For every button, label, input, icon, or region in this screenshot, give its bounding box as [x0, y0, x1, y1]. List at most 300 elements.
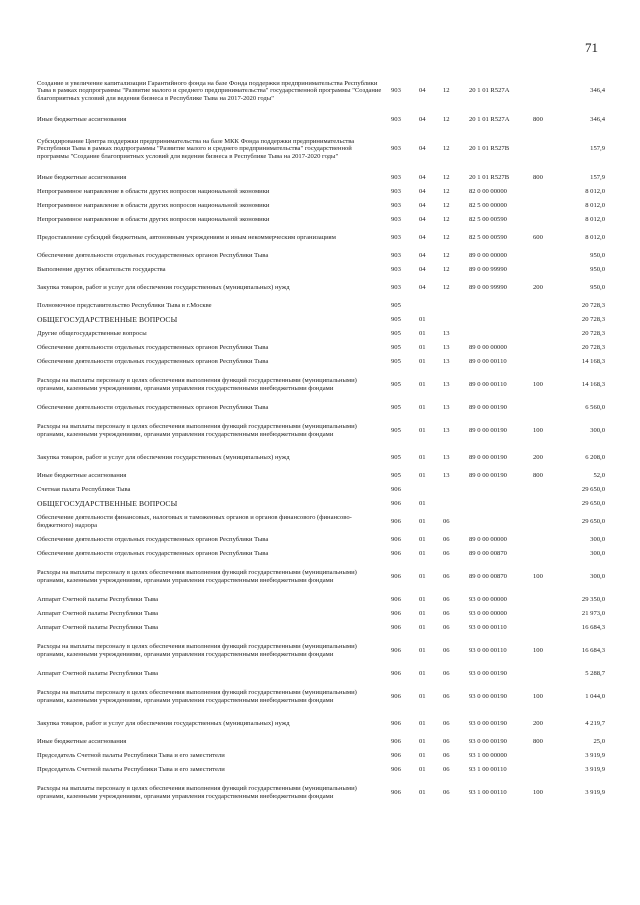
expense-type-code — [533, 749, 559, 763]
ministry-code: 906 — [391, 550, 401, 558]
amount-value: 300,0 — [590, 573, 605, 581]
row-name: Непрограммное направление в области других вопросов национальной экономики — [37, 216, 270, 224]
row-name: Закупка товаров, работ и услуг для обеспечения государственных (муниципальных) нужд — [37, 720, 290, 728]
amount-value: 29 650,0 — [581, 500, 605, 508]
subsection-code: 13 — [443, 330, 450, 338]
table-row — [37, 635, 605, 667]
section-code: 04 — [419, 234, 426, 242]
ministry-code: 903 — [391, 145, 401, 153]
amount-value: 25,0 — [593, 738, 605, 746]
section-code: 01 — [419, 518, 426, 526]
row-name: Аппарат Счетной палаты Республики Тыва — [37, 610, 159, 618]
table-row — [37, 561, 605, 593]
table-row — [37, 113, 605, 127]
table-row — [37, 327, 605, 341]
table-row — [37, 713, 605, 735]
expense-type-code — [533, 621, 559, 635]
section-code: 04 — [419, 87, 426, 95]
ministry-code: 903 — [391, 266, 401, 274]
target-article-code: 93 0 00 00190 — [469, 738, 507, 746]
amount-value: 6 560,0 — [585, 404, 605, 412]
section-code: 04 — [419, 284, 426, 292]
amount-value: 346,4 — [590, 87, 605, 95]
row-name: Расходы на выплаты персоналу в целях обеспечения выполнения функций государственными (муниципальными) органами, казенными учреждениями, органами управления государственными внебюджетными фондами — [37, 785, 357, 800]
amount-value: 3 919,9 — [585, 789, 605, 797]
section-code: 04 — [419, 116, 426, 124]
row-name: Обеспечение деятельности отдельных государственных органов Республики Тыва — [37, 344, 269, 352]
expense-type-code — [533, 511, 559, 533]
expense-type-code — [533, 69, 559, 113]
target-article-code: 93 0 00 00110 — [469, 647, 507, 655]
table-row — [37, 497, 605, 511]
target-article-code: 93 1 00 00110 — [469, 766, 507, 774]
ministry-code: 905 — [391, 302, 401, 310]
ministry-code: 903 — [391, 234, 401, 242]
section-code: 01 — [419, 720, 426, 728]
ministry-code: 906 — [391, 752, 401, 760]
target-article-code: 82 5 00 00000 — [469, 202, 507, 210]
subsection-code: 13 — [443, 381, 450, 389]
table-row — [37, 621, 605, 635]
ministry-code: 906 — [391, 738, 401, 746]
section-code: 04 — [419, 188, 426, 196]
amount-value: 8 012,0 — [585, 216, 605, 224]
ministry-code: 903 — [391, 202, 401, 210]
subsection-code: 06 — [443, 550, 450, 558]
table-row — [37, 401, 605, 415]
expense-type-code — [533, 593, 559, 607]
subsection-code: 06 — [443, 670, 450, 678]
amount-value: 8 012,0 — [585, 234, 605, 242]
expense-type-code: 100 — [533, 573, 543, 581]
row-name: Аппарат Счетной палаты Республики Тыва — [37, 624, 159, 632]
section-code: 04 — [419, 216, 426, 224]
target-article-code: 89 0 00 00110 — [469, 358, 507, 366]
row-name: Субсидирование Центра поддержки предпринимательства на базе МКК Фонда поддержки предпринимательства Республики Тыва в рамках подпрограммы "Развитие малого и среднего предпринимательства" государственной программы "Создание благоприятных условий для ведения бизнеса в Республике Тыва на 2017-2020 годы" — [37, 137, 355, 160]
expense-type-code — [533, 401, 559, 415]
section-code: 04 — [419, 202, 426, 210]
expense-type-code — [533, 249, 559, 263]
expense-type-code — [533, 355, 559, 369]
section-code: 01 — [419, 472, 426, 480]
section-code: 01 — [419, 316, 426, 324]
target-article-code: 93 0 00 00190 — [469, 720, 507, 728]
ministry-code: 903 — [391, 216, 401, 224]
subsection-code: 06 — [443, 738, 450, 746]
target-article-code: 82 5 00 00590 — [469, 216, 507, 224]
table-row — [37, 735, 605, 749]
table-row — [37, 171, 605, 185]
table-row — [37, 355, 605, 369]
table-row — [37, 547, 605, 561]
target-article-code — [469, 511, 533, 533]
amount-value: 950,0 — [590, 266, 605, 274]
subsection-code: 13 — [443, 404, 450, 412]
expense-type-code — [533, 547, 559, 561]
expense-type-code: 600 — [533, 234, 543, 242]
expense-type-code: 100 — [533, 427, 543, 435]
amount-value: 300,0 — [590, 536, 605, 544]
subsection-code: 06 — [443, 624, 450, 632]
subsection-code — [443, 313, 469, 327]
expense-type-code — [533, 127, 559, 171]
ministry-code: 906 — [391, 610, 401, 618]
amount-value: 52,0 — [593, 472, 605, 480]
amount-value: 21 973,0 — [581, 610, 605, 618]
amount-value: 3 919,9 — [585, 752, 605, 760]
target-article-code: 89 0 00 00190 — [469, 472, 507, 480]
table-row — [37, 483, 605, 497]
expense-type-code: 100 — [533, 381, 543, 389]
subsection-code: 06 — [443, 766, 450, 774]
row-name: Расходы на выплаты персоналу в целях обеспечения выполнения функций государственными (муниципальными) органами, казенными учреждениями, органами управления государственными внебюджетными фондами — [37, 377, 357, 392]
ministry-code: 903 — [391, 87, 401, 95]
table-row — [37, 249, 605, 263]
table-row — [37, 213, 605, 227]
table-row — [37, 313, 605, 327]
amount-value: 20 728,3 — [581, 302, 605, 310]
table-row — [37, 681, 605, 713]
target-article-code: 89 0 00 00190 — [469, 404, 507, 412]
ministry-code: 905 — [391, 344, 401, 352]
table-row — [37, 667, 605, 681]
amount-value: 8 012,0 — [585, 202, 605, 210]
expense-type-code: 800 — [533, 116, 543, 124]
subsection-code — [443, 299, 469, 313]
subsection-code: 06 — [443, 573, 450, 581]
row-name: Иные бюджетные ассигнования — [37, 174, 127, 182]
amount-value: 8 012,0 — [585, 188, 605, 196]
target-article-code: 82 5 00 00590 — [469, 234, 507, 242]
subsection-code: 06 — [443, 752, 450, 760]
target-article-code: 89 0 00 00000 — [469, 536, 507, 544]
ministry-code: 906 — [391, 720, 401, 728]
table-body — [37, 69, 605, 809]
row-name: Закупка товаров, работ и услуг для обеспечения государственных (муниципальных) нужд — [37, 454, 290, 462]
ministry-code: 906 — [391, 624, 401, 632]
subsection-code: 12 — [443, 145, 450, 153]
ministry-code: 903 — [391, 188, 401, 196]
row-name: Обеспечение деятельности отдельных государственных органов Республики Тыва — [37, 252, 269, 260]
row-name: Иные бюджетные ассигнования — [37, 472, 127, 480]
page-number: 71 — [585, 40, 598, 55]
target-article-code — [469, 497, 533, 511]
table-row — [37, 447, 605, 469]
row-name: Обеспечение деятельности отдельных государственных органов Республики Тыва — [37, 404, 269, 412]
row-name: Обеспечение деятельности отдельных государственных органов Республики Тыва — [37, 536, 269, 544]
expense-type-code: 200 — [533, 284, 543, 292]
row-name: Обеспечение деятельности отдельных государственных органов Республики Тыва — [37, 358, 269, 366]
amount-value: 950,0 — [590, 252, 605, 260]
ministry-code: 905 — [391, 381, 401, 389]
table-row — [37, 263, 605, 277]
table-row — [37, 511, 605, 533]
target-article-code: 89 0 00 00190 — [469, 454, 507, 462]
table-row — [37, 593, 605, 607]
table-row — [37, 277, 605, 299]
target-article-code — [469, 299, 533, 313]
target-article-code: 93 0 00 00000 — [469, 596, 507, 604]
amount-value: 16 684,3 — [581, 624, 605, 632]
row-name: Непрограммное направление в области других вопросов национальной экономики — [37, 202, 270, 210]
subsection-code: 13 — [443, 427, 450, 435]
table-row — [37, 127, 605, 171]
expense-type-code — [533, 313, 559, 327]
amount-value: 20 728,3 — [581, 316, 605, 324]
expense-type-code — [533, 299, 559, 313]
section-code: 01 — [419, 381, 426, 389]
expense-type-code: 800 — [533, 472, 543, 480]
section-code: 01 — [419, 624, 426, 632]
row-name: Другие общегосударственные вопросы — [37, 330, 147, 338]
section-code: 01 — [419, 358, 426, 366]
ministry-code: 906 — [391, 596, 401, 604]
target-article-code: 89 0 00 00000 — [469, 252, 507, 260]
subsection-code: 12 — [443, 252, 450, 260]
table-row — [37, 199, 605, 213]
subsection-code: 13 — [443, 472, 450, 480]
subsection-code: 12 — [443, 284, 450, 292]
subsection-code: 06 — [443, 536, 450, 544]
ministry-code: 906 — [391, 766, 401, 774]
ministry-code: 906 — [391, 670, 401, 678]
target-article-code — [469, 313, 533, 327]
row-name: Председатель Счетной палаты Республики Тыва и его заместители — [37, 766, 225, 774]
amount-value: 157,9 — [590, 145, 605, 153]
target-article-code: 89 0 00 00870 — [469, 573, 507, 581]
target-article-code: 93 1 00 00110 — [469, 789, 507, 797]
section-code: 01 — [419, 596, 426, 604]
ministry-code: 903 — [391, 284, 401, 292]
subsection-code: 12 — [443, 216, 450, 224]
amount-value: 157,9 — [590, 174, 605, 182]
section-code: 01 — [419, 752, 426, 760]
subsection-code: 12 — [443, 87, 450, 95]
subsection-code: 06 — [443, 789, 450, 797]
section-code: 01 — [419, 536, 426, 544]
target-article-code: 93 0 00 00000 — [469, 610, 507, 618]
expense-type-code: 200 — [533, 720, 543, 728]
section-code: 01 — [419, 693, 426, 701]
amount-value: 300,0 — [590, 550, 605, 558]
target-article-code: 93 1 00 00000 — [469, 752, 507, 760]
subsection-code: 12 — [443, 188, 450, 196]
amount-value: 1 044,0 — [585, 693, 605, 701]
expense-type-code: 200 — [533, 454, 543, 462]
row-name: Обеспечение деятельности финансовых, налоговых и таможенных органов и органов финансового (финансово-бюджетного) надзора — [37, 514, 352, 529]
subsection-code: 13 — [443, 454, 450, 462]
ministry-code: 903 — [391, 116, 401, 124]
ministry-code: 903 — [391, 174, 401, 182]
row-name: Иные бюджетные ассигнования — [37, 116, 127, 124]
amount-value: 346,4 — [590, 116, 605, 124]
expense-type-code — [533, 263, 559, 277]
ministry-code: 906 — [391, 573, 401, 581]
target-article-code: 82 0 00 00000 — [469, 188, 507, 196]
budget-table — [37, 69, 605, 809]
table-row — [37, 777, 605, 809]
amount-value: 29 650,0 — [581, 518, 605, 526]
subsection-code: 06 — [443, 693, 450, 701]
table-row — [37, 341, 605, 355]
subsection-code: 06 — [443, 647, 450, 655]
section-code: 04 — [419, 145, 426, 153]
amount-value: 3 919,9 — [585, 766, 605, 774]
subsection-code: 12 — [443, 266, 450, 274]
subsection-code: 06 — [443, 720, 450, 728]
row-name: Председатель Счетной палаты Республики Тыва и его заместители — [37, 752, 225, 760]
section-code — [419, 299, 443, 313]
subsection-code: 06 — [443, 610, 450, 618]
section-code: 01 — [419, 404, 426, 412]
amount-value: 950,0 — [590, 284, 605, 292]
row-name: Аппарат Счетной палаты Республики Тыва — [37, 670, 159, 678]
ministry-code: 905 — [391, 454, 401, 462]
subsection-code: 12 — [443, 234, 450, 242]
expense-type-code — [533, 341, 559, 355]
section-code: 01 — [419, 550, 426, 558]
target-article-code: 20 1 01 R527A — [469, 87, 510, 95]
section-code: 04 — [419, 266, 426, 274]
expense-type-code — [533, 607, 559, 621]
target-article-code: 89 0 00 99990 — [469, 266, 507, 274]
row-name: Счетная палата Республики Тыва — [37, 486, 131, 494]
row-name: Выполнение других обязательств государства — [37, 266, 166, 274]
expense-type-code — [533, 497, 559, 511]
section-code: 01 — [419, 738, 426, 746]
expense-type-code — [533, 327, 559, 341]
target-article-code: 89 0 00 99990 — [469, 284, 507, 292]
table-row — [37, 763, 605, 777]
target-article-code: 20 1 01 R527B — [469, 174, 510, 182]
expense-type-code — [533, 667, 559, 681]
expense-type-code — [533, 199, 559, 213]
ministry-code: 906 — [391, 647, 401, 655]
row-name: Непрограммное направление в области других вопросов национальной экономики — [37, 188, 270, 196]
row-name: Иные бюджетные ассигнования — [37, 738, 127, 746]
expense-type-code — [533, 185, 559, 199]
target-article-code: 20 1 01 R527A — [469, 116, 510, 124]
section-code: 01 — [419, 610, 426, 618]
ministry-code: 905 — [391, 358, 401, 366]
expense-type-code — [533, 213, 559, 227]
row-name: Создание и увеличение капитализации Гарантийного фонда на базе Фонда поддержки предпринимательства Республики Тыва в рамках подпрограммы "Развитие малого и среднего предпринимательства" государственной программы "Создание благоприятных условий для ведения бизнеса в Республике Тыва на 2017-2020 годы" — [37, 79, 382, 102]
row-name: ОБЩЕГОСУДАРСТВЕННЫЕ ВОПРОСЫ — [37, 499, 178, 509]
section-code: 01 — [419, 344, 426, 352]
target-article-code — [469, 483, 533, 497]
table-row — [37, 299, 605, 313]
target-article-code: 89 0 00 00190 — [469, 427, 507, 435]
subsection-code: 06 — [443, 596, 450, 604]
table-row — [37, 607, 605, 621]
target-article-code — [469, 327, 533, 341]
expense-type-code: 100 — [533, 693, 543, 701]
section-code: 04 — [419, 174, 426, 182]
row-name: Расходы на выплаты персоналу в целях обеспечения выполнения функций государственными (муниципальными) органами, казенными учреждениями, органами управления государственными внебюджетными фондами — [37, 643, 357, 658]
row-name: Расходы на выплаты персоналу в целях обеспечения выполнения функций государственными (муниципальными) органами, казенными учреждениями, органами управления государственными внебюджетными фондами — [37, 569, 357, 584]
table-row — [37, 469, 605, 483]
table-row — [37, 185, 605, 199]
target-article-code: 93 0 00 00190 — [469, 670, 507, 678]
expense-type-code: 100 — [533, 647, 543, 655]
section-code: 01 — [419, 454, 426, 462]
amount-value: 6 208,0 — [585, 454, 605, 462]
amount-value: 20 728,3 — [581, 344, 605, 352]
target-article-code: 89 0 00 00870 — [469, 550, 507, 558]
subsection-code: 06 — [443, 518, 450, 526]
row-name: Закупка товаров, работ и услуг для обеспечения государственных (муниципальных) нужд — [37, 284, 290, 292]
table-row — [37, 227, 605, 249]
target-article-code: 89 0 00 00110 — [469, 381, 507, 389]
table-row — [37, 69, 605, 113]
section-code: 01 — [419, 766, 426, 774]
expense-type-code — [533, 763, 559, 777]
row-name: Аппарат Счетной палаты Республики Тыва — [37, 596, 159, 604]
ministry-code: 905 — [391, 472, 401, 480]
subsection-code — [443, 497, 469, 511]
subsection-code: 12 — [443, 174, 450, 182]
expense-type-code — [533, 483, 559, 497]
amount-value: 29 350,0 — [581, 596, 605, 604]
row-name: Расходы на выплаты персоналу в целях обеспечения выполнения функций государственными (муниципальными) органами, казенными учреждениями, органами управления государственными внебюджетными фондами — [37, 689, 357, 704]
target-article-code: 93 0 00 00110 — [469, 624, 507, 632]
table-row — [37, 415, 605, 447]
amount-value: 5 288,7 — [585, 670, 605, 678]
section-code — [419, 483, 443, 497]
ministry-code: 906 — [391, 486, 401, 494]
amount-value: 16 684,3 — [581, 647, 605, 655]
expense-type-code: 800 — [533, 174, 543, 182]
section-code: 04 — [419, 252, 426, 260]
target-article-code: 20 1 01 R527B — [469, 145, 510, 153]
target-article-code: 89 0 00 00000 — [469, 344, 507, 352]
ministry-code: 905 — [391, 404, 401, 412]
amount-value: 4 219,7 — [585, 720, 605, 728]
subsection-code: 12 — [443, 116, 450, 124]
subsection-code — [443, 483, 469, 497]
amount-value: 14 168,3 — [581, 358, 605, 366]
amount-value: 29 650,0 — [581, 486, 605, 494]
amount-value: 20 728,3 — [581, 330, 605, 338]
section-code: 01 — [419, 427, 426, 435]
target-article-code: 93 0 00 00190 — [469, 693, 507, 701]
table-row — [37, 533, 605, 547]
ministry-code: 906 — [391, 500, 401, 508]
row-name: Обеспечение деятельности отдельных государственных органов Республики Тыва — [37, 550, 269, 558]
ministry-code: 905 — [391, 427, 401, 435]
ministry-code: 905 — [391, 316, 401, 324]
expense-type-code: 800 — [533, 738, 543, 746]
subsection-code: 12 — [443, 202, 450, 210]
ministry-code: 906 — [391, 536, 401, 544]
section-code: 01 — [419, 330, 426, 338]
subsection-code: 13 — [443, 344, 450, 352]
section-code: 01 — [419, 573, 426, 581]
ministry-code: 906 — [391, 693, 401, 701]
amount-value: 14 168,3 — [581, 381, 605, 389]
row-name: ОБЩЕГОСУДАРСТВЕННЫЕ ВОПРОСЫ — [37, 315, 178, 325]
subsection-code: 13 — [443, 358, 450, 366]
row-name: Полномочное представительство Республики Тыва в г.Москве — [37, 302, 212, 310]
row-name: Предоставление субсидий бюджетным, автономным учреждениям и иным некоммерческим организациям — [37, 234, 336, 242]
ministry-code: 903 — [391, 252, 401, 260]
ministry-code: 905 — [391, 330, 401, 338]
expense-type-code — [533, 533, 559, 547]
row-name: Расходы на выплаты персоналу в целях обеспечения выполнения функций государственными (муниципальными) органами, казенными учреждениями, органами управления государственными внебюджетными фондами — [37, 423, 357, 438]
ministry-code: 906 — [391, 518, 401, 526]
table-row — [37, 369, 605, 401]
section-code: 01 — [419, 647, 426, 655]
